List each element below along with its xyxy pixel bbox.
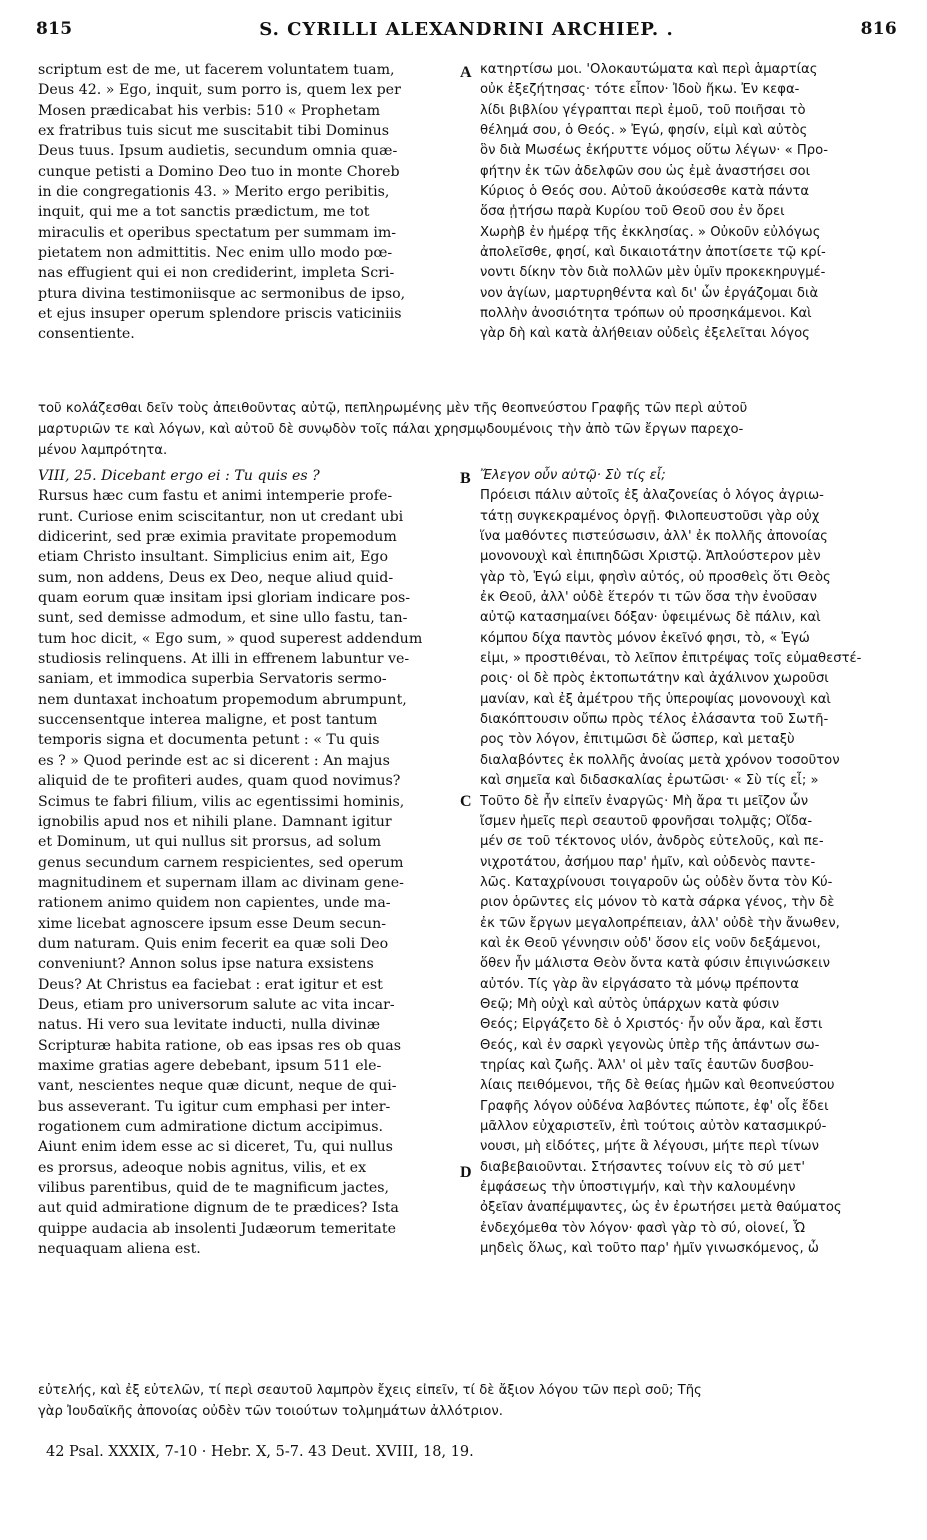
text-line: ὅσα ᾐτήσω παρὰ Κυρίου τοῦ Θεοῦ σου ἐν ὄρει <box>480 204 785 220</box>
margin-letter-c: C <box>460 793 472 810</box>
text-line: Πρόεισι πάλιν αὐτοῖς ἐξ ἀλαζονείας ὁ λόγος ἀγριω- <box>480 488 824 504</box>
text-line: Deus tuus. Ipsum audietis, secundum omnia quæ- <box>38 143 398 160</box>
text-line: θέλημά σου, ὁ Θεός. » Ἐγώ, φησίν, εἰμὶ καὶ αὐτὸς <box>480 123 808 139</box>
text-line: es ? » Quod perinde est ac si dicerent : An majus <box>38 752 390 769</box>
text-line: νουσι, μὴ εἰδότες, μήτε ἃ λέγουσι, μήτε περὶ τίνων <box>480 1139 819 1155</box>
text-line: φήτην ἐκ τῶν ἀδελφῶν σου ὡς ἐμὲ ἀναστήσει σοι <box>480 163 811 179</box>
text-line: didicerint, sed præ eximia pravitate propemodum <box>38 529 397 546</box>
text-line: nas effugient qui ei non crediderint, impleta Scri- <box>38 265 395 282</box>
text-line: rogationem cum admiratione dictum accipimus. <box>38 1119 384 1135</box>
text-line: πολλὴν ἀνοσιότητα τρόπων οὐ προσηκάμενοι. Καὶ <box>480 306 812 322</box>
text-line: succensentque interea maligne, et post tantum <box>38 712 378 729</box>
text-line: Deus? At Christus ea faciebat : erat igitur et est <box>38 976 383 993</box>
text-line: etiam Christo insultant. Simplicius enim ait, Ego <box>38 549 389 566</box>
text-line: ἴσμεν ἡμεῖς περὶ σεαυτοῦ φρονῆσαι τολμᾷς; Οἴδα- <box>480 813 813 829</box>
left-page-number: 815 <box>36 19 73 39</box>
text-line: pietatem non admittitis. Nec enim ullo modo pœ- <box>38 245 393 262</box>
text-line: διαβεβαιοῦνται. Στήσαντες τοίνυν εἰς τὸ σύ μετ' <box>480 1159 805 1175</box>
text-line: vilibus parentibus, quid de te magnificum jactes, <box>38 1180 390 1197</box>
footnotes: 42 Psal. XXXIX, 7-10 · Hebr. X, 5-7. 43 Deut. XVIII, 18, 19. <box>46 1444 474 1460</box>
text-line: dum naturam. Quis enim fecerit ea quæ soli Deo <box>38 935 389 952</box>
text-line: bus asseverant. Tu igitur cum emphasi per inter- <box>38 1098 391 1115</box>
text-line: Θεῷ; Μὴ οὐχὶ καὶ αὐτὸς ὑπάρχων κατὰ φύσιν <box>480 996 780 1012</box>
text-line: καὶ σημεῖα καὶ διδασκαλίας ἐρωτῶσι· « Σὺ τίς εἶ; » <box>480 773 819 789</box>
text-line: quippe audacia ab insolenti Judæorum temeritate <box>38 1220 396 1237</box>
text-line: conveniunt? Annon solus ipse natura exsistens <box>38 956 374 973</box>
text-line: ρος τὸν λόγον, ἐπιτιμῶσι δὲ ὥσπερ, καὶ μεταξὺ <box>480 732 795 748</box>
text-line: γὰρ Ἰουδαϊκῆς ἀπονοίας οὐδὲν τῶν τοιούτων τολμημάτων ἀλλότριον. <box>38 1404 503 1419</box>
text-line: rationem animo quidem non capientes, unde ma- <box>38 895 391 912</box>
latin-column-top <box>38 60 456 345</box>
text-line: διακόπτουσιν οὔπω πρὸς τέλος ἐλάσαντα τοῦ Σωτῆ- <box>480 712 829 728</box>
text-line: κόμπου δίχα παντὸς μόνον ἐκεῖνό φησι, τὸ, « Ἐγώ <box>480 630 810 646</box>
text-line: μέν σε τοῦ τέκτονος υἱόν, ἀνδρὸς εὐτελοῦς, καὶ πε- <box>480 834 824 850</box>
text-line: saniam, et immodica superbia Servatoris sermo- <box>38 671 387 688</box>
text-line: es prorsus, adeoque nobis agnitus, vilis, et ex <box>38 1159 367 1176</box>
text-line: xime licebat agnoscere ipsum esse Deum secun- <box>38 915 387 932</box>
margin-letter-a: A <box>460 64 472 81</box>
text-line: scriptum est de me, ut facerem voluntatem tuam, <box>38 62 395 78</box>
margin-letter-d: D <box>460 1164 472 1181</box>
text-line: magnitudinem et supernam illam ac divinam gene- <box>38 874 404 891</box>
text-line: ἐκ τῶν ἔργων μεγαλοπρέπειαν, ἀλλ' οὐδὲ τὴν ἄνωθεν, <box>480 915 840 931</box>
text-line: ἀπολεῖσθε, φησί, καὶ δικαιοτάτην ἀποτίσετε τῷ κρί- <box>480 245 826 261</box>
text-line: Θεός, καὶ ἐν σαρκὶ γεγονὼς ὑπὲρ τῆς ἁπάντων σω- <box>480 1037 820 1053</box>
text-line: aliquid de te profiteri audes, quam quod novimus? <box>38 773 401 790</box>
right-page-number: 816 <box>860 19 897 39</box>
text-line: τοῦ κολάζεσθαι δεῖν τοὺς ἀπειθοῦντας αὐτῷ, πεπληρωμένης μὲν τῆς θεοπνεύστου Γραφῆς τῶν περὶ αὐτοῦ <box>38 401 748 416</box>
greek-column-bottom <box>480 466 898 1259</box>
text-line: Aiunt enim idem esse ac si diceret, Tu, qui nullus <box>38 1139 393 1156</box>
text-line: λίαις πειθόμενοι, τῆς δὲ θείας ἡμῶν καὶ θεοπνεύστου <box>480 1078 835 1094</box>
text-line: νον ἁγίων, μαρτυρηθέντα καὶ δι' ὧν ἐργάζομαι διὰ <box>480 285 819 301</box>
text-line: αὐτόν. Τίς γὰρ ἂν εἰργάσατο τὰ μόνῳ πρέποντα <box>480 976 799 992</box>
margin-letter-b: B <box>460 470 471 487</box>
text-line: Τοῦτο δὲ ἦν εἰπεῖν ἐναργῶς· Μὴ ἄρα τι μεῖζον ὧν <box>480 793 809 809</box>
text-line: tum hoc dicit, « Ego sum, » quod superest addendum <box>38 630 423 647</box>
text-line: καὶ ἐκ Θεοῦ γέννησιν οὐδ' ὅσον εἰς νοῦν δεξάμενοι, <box>480 935 821 951</box>
text-line: Scripturæ habita ratione, ob eas ipsas res ob quas <box>38 1037 401 1054</box>
text-line: sunt, sed demisse admodum, et sine ullo fastu, tan- <box>38 610 408 627</box>
text-line: runt. Curiose enim sciscitantur, non ut credant ubi <box>38 508 404 525</box>
text-line: μένου λαμπρότητα. <box>38 443 168 458</box>
text-line: οὐκ ἐξεζήτησας· τότε εἶπον· Ἰδοὺ ἥκω. Ἐν κεφα- <box>480 82 800 98</box>
text-line: quam eorum quæ insitam ipsi gloriam indicare pos- <box>38 590 411 607</box>
text-line: γὰρ τὸ, Ἐγώ εἰμι, φησὶν αὐτός, οὐ προσθεὶς ὅτι Θεὸς <box>480 569 831 585</box>
text-line: Deus 42. » Ego, inquit, sum porro is, quem lex per <box>38 82 401 99</box>
text-line: aut quid admiratione dignum de te prædices? Ista <box>38 1200 399 1217</box>
greek-full-width-continuation <box>38 398 898 461</box>
text-line: μᾶλλον εὐχαριστεῖν, ἐπὶ τούτοις αὐτὸν κατασμικρύ- <box>480 1119 827 1134</box>
text-line: ἐκ Θεοῦ, ἀλλ' οὐδὲ ἕτερόν τι τῶν ὅσα τὴν ἐνοῦσαν <box>480 590 817 606</box>
text-line: αὐτῷ κατασημαίνει δόξαν· ὑφειμένως δὲ πάλιν, καὶ <box>480 610 821 626</box>
text-line: et Dominum, ut qui nullus sit prorsus, ad solum <box>38 834 382 851</box>
text-line: Ἔλεγον οὖν αὐτῷ· Σὺ τίς εἶ; <box>480 468 666 483</box>
text-line: γὰρ δὴ καὶ κατὰ ἀλήθειαν οὐδεὶς ἐξελεῖται λόγος <box>480 326 810 342</box>
greek-full-width-ending <box>38 1380 898 1422</box>
text-line: in die congregationis 43. » Merito ergo peribitis, <box>38 184 390 201</box>
text-line: miraculis et operibus spectatum per summam im- <box>38 224 397 241</box>
text-line: consentiente. <box>38 326 135 343</box>
text-line: εἰμι, » προστιθέναι, τὸ λεῖπον ἐπιτρέψας τοῖς εὐμαθεστέ- <box>480 651 862 667</box>
text-line: τηρίας καὶ ζωῆς. Ἀλλ' οἱ μὲν ταῖς ἑαυτῶν δυσβου- <box>480 1057 814 1073</box>
text-line: Θεός; Εἰργάζετο δὲ ὁ Χριστός· ἦν οὖν ἄρα, καὶ ἔστι <box>480 1017 823 1033</box>
text-line: genus secundum carnem respicientes, sed operum <box>38 854 404 871</box>
text-line: ριον ὁρῶντες εἰς μόνον τὸ κατὰ σάρκα γένος, τὴν δὲ <box>480 895 835 911</box>
text-line: λῶς. Καταχρίνουσι τοιγαροῦν ὡς οὐδὲν ὄντα τὸν Κύ- <box>480 874 833 890</box>
text-line: τάτῃ συγκεκραμένος ὀργῇ. Φιλοπευστοῦσι γὰρ οὐχ <box>480 508 820 524</box>
text-line: cunque petisti a Domino Deo tuo in monte Choreb <box>38 163 400 180</box>
text-line: Deus, etiam pro universorum salute ac vita incar- <box>38 996 395 1013</box>
text-line: μαρτυριῶν τε καὶ λόγων, καὶ αὐτοῦ δὲ συνῳδὸν τοῖς πάλαι χρησμῳδουμένοις τὴν ἀπὸ τῶν ἔργων παρεχο- <box>38 422 744 437</box>
text-line: ὀξεῖαν ἀναπέμψαντες, ὡς ἐν ἐρωτήσει μετὰ θαύματος <box>480 1200 842 1216</box>
text-line: εὐτελής, καὶ ἐξ εὐτελῶν, τί περὶ σεαυτοῦ λαμπρὸν ἔχεις εἰπεῖν, τί δὲ ἄξιον λόγου τῶν περὶ σοῦ; Τῆς <box>38 1383 702 1398</box>
text-line: ptura divina testimoniisque ac sermonibus de ipso, <box>38 285 406 302</box>
text-line: maxime gratias agere debebant, ipsum 511 ele- <box>38 1057 382 1074</box>
text-line: ἐμφάσεως τὴν ὑποστιγμήν, καὶ τὴν καλουμένην <box>480 1180 796 1196</box>
text-line: νοντι δίκην τὸν διὰ πολλῶν μὲν ὑμῖν προκεκηρυγμέ- <box>480 265 826 281</box>
text-line: sum, non addens, Deus ex Deo, neque aliud quid- <box>38 569 394 586</box>
text-line: et ejus insuper operum splendore priscis vaticiniis <box>38 306 402 323</box>
text-line: ὅθεν ἦν μάλιστα Θεὸν ὄντα κατὰ φύσιν ἐπιγινώσκειν <box>480 956 830 972</box>
text-line: Mosen prædicabat his verbis: 510 « Prophetam <box>38 102 381 119</box>
text-line: λίδι βιβλίου γέγραπται περὶ ἐμοῦ, τοῦ ποιῆσαι τὸ <box>480 102 806 118</box>
text-line: κατηρτίσω μοι. 'Ολοκαυτώματα καὶ περὶ ἁμαρτίας <box>480 62 818 77</box>
text-line: ὃν διὰ Μωσέως ἐκήρυττε νόμος οὕτω λέγων· « Προ- <box>480 143 828 159</box>
text-line: temporis signa et documenta petunt : « Tu quis <box>38 732 380 749</box>
text-line: Rursus hæc cum fastu et animi intemperie profe- <box>38 488 393 505</box>
text-line: μανίαν, καὶ ἐξ ἀμέτρου τῆς ὑπεροψίας μονονουχὶ καὶ <box>480 691 831 707</box>
text-line: Γραφῆς λόγον οὐδένα λαβόντες πώποτε, ἐφ' οἷς ἔδει <box>480 1098 829 1114</box>
running-header <box>36 14 897 44</box>
text-line: νιχροτάτου, ἀσήμου παρ' ἡμῖν, καὶ οὐδενὸς παντε- <box>480 854 816 870</box>
latin-column-bottom <box>38 466 456 1259</box>
text-line: μονονουχὶ καὶ ἐπιπηδῶσι Χριστῷ. Ἁπλούστερον μὲν <box>480 549 821 565</box>
text-line: nem duntaxat inchoatum propemodum abrumpunt, <box>38 691 407 708</box>
text-line: ἵνα μαθόντες πιστεύσωσιν, ἀλλ' ἐκ πολλῆς ἀπονοίας <box>480 529 828 545</box>
text-line: ignobilis apud nos et nihili plane. Damnant igitur <box>38 813 392 830</box>
text-line: vant, nescientes neque quæ dicunt, neque de qui- <box>38 1078 397 1095</box>
text-line: studiosis relinquens. At illi in effrenem labuntur ve- <box>38 651 410 668</box>
text-line: ex fratribus tuis sicut me suscitabit tibi Dominus <box>38 123 390 140</box>
text-line: ἐνδεχόμεθα τὸν λόγον· φασὶ γὰρ τὸ σύ, οἱονεί, Ὦ <box>480 1220 806 1236</box>
text-line: μηδεὶς ὅλως, καὶ τοῦτο παρ' ἡμῖν γινωσκόμενος, ὦ <box>480 1241 819 1257</box>
text-line: VIII, 25. Dicebant ergo ei : Tu quis es ? <box>38 468 320 484</box>
text-line: Scimus te fabri filium, vilis ac egentissimi hominis, <box>38 793 405 810</box>
text-line: inquit, qui me a tot sanctis prædictum, me tot <box>38 204 370 221</box>
text-line: nequaquam aliena est. <box>38 1241 201 1258</box>
text-line: natus. Hi vero sua levitate inducti, nulla divinæ <box>38 1017 381 1034</box>
running-title: S. CYRILLI ALEXANDRINI ARCHIEP. . <box>259 18 674 40</box>
text-line: Χωρὴβ ἐν ἡμέρᾳ τῆς ἐκκλησίας. » Οὐκοῦν εὐλόγως <box>480 224 821 240</box>
text-line: Κύριος ὁ Θεός σου. Αὐτοῦ ἀκούσεσθε κατὰ πάντα <box>480 184 810 200</box>
greek-column-top <box>480 60 898 345</box>
text-line: διαλαβόντες ἐκ πολλῆς ἀνοίας μετὰ χρόνον τοσοῦτον <box>480 752 840 768</box>
text-line: ροις· οἱ δὲ πρὸς ἐκτοπωτάτην καὶ ἀχάλινον χωροῦσι <box>480 671 829 687</box>
